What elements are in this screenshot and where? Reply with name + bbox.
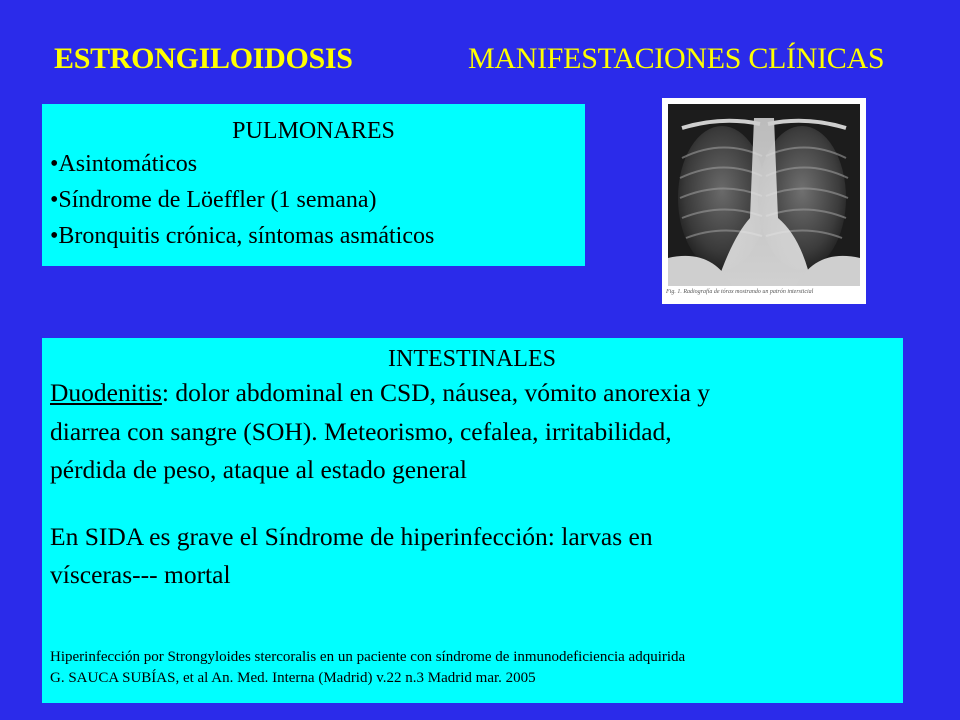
list-item: •Síndrome de Löeffler (1 semana)	[50, 187, 377, 213]
chest-xray-image	[662, 98, 866, 304]
duodenitis-text: : dolor abdominal en CSD, náusea, vómito anorexia y	[161, 378, 711, 407]
pulmonares-box	[42, 104, 585, 266]
duodenitis-label: Duodenitis	[50, 378, 162, 407]
intestinales-box	[42, 338, 903, 703]
list-item: •Bronquitis crónica, síntomas asmáticos	[50, 223, 435, 249]
duodenitis-line-2: diarrea con sangre (SOH). Meteorismo, cefalea, irritabilidad,	[50, 416, 672, 446]
slide-title-left: ESTRONGILOIDOSIS	[54, 42, 353, 75]
intestinales-heading: INTESTINALES	[388, 346, 556, 372]
slide-title-right: MANIFESTACIONES CLÍNICAS	[468, 42, 885, 75]
duodenitis-line-3: pérdida de peso, ataque al estado general	[50, 455, 468, 484]
sida-paragraph	[42, 518, 903, 595]
sida-line-1: En SIDA es grave el Síndrome de hiperinfección: larvas en	[50, 521, 653, 551]
sida-line-2: vísceras--- mortal	[50, 560, 231, 589]
reference-title: Hiperinfección por Strongyloides stercoralis en un paciente con síndrome de inmunodeficiencia adquirida	[50, 649, 686, 665]
pulmonares-list	[42, 146, 585, 254]
reference-citation: G. SAUCA SUBÍAS, et al An. Med. Interna (Madrid) v.22 n.3 Madrid mar. 2005	[50, 670, 536, 686]
xray-picture	[662, 98, 866, 304]
pulmonares-heading: PULMONARES	[232, 118, 395, 144]
xray-caption: Fig. 1. Radiografía de tórax mostrando un patrón intersticial	[666, 289, 814, 295]
reference	[42, 647, 685, 689]
duodenitis-paragraph	[42, 374, 903, 490]
list-item: •Asintomáticos	[50, 151, 198, 177]
